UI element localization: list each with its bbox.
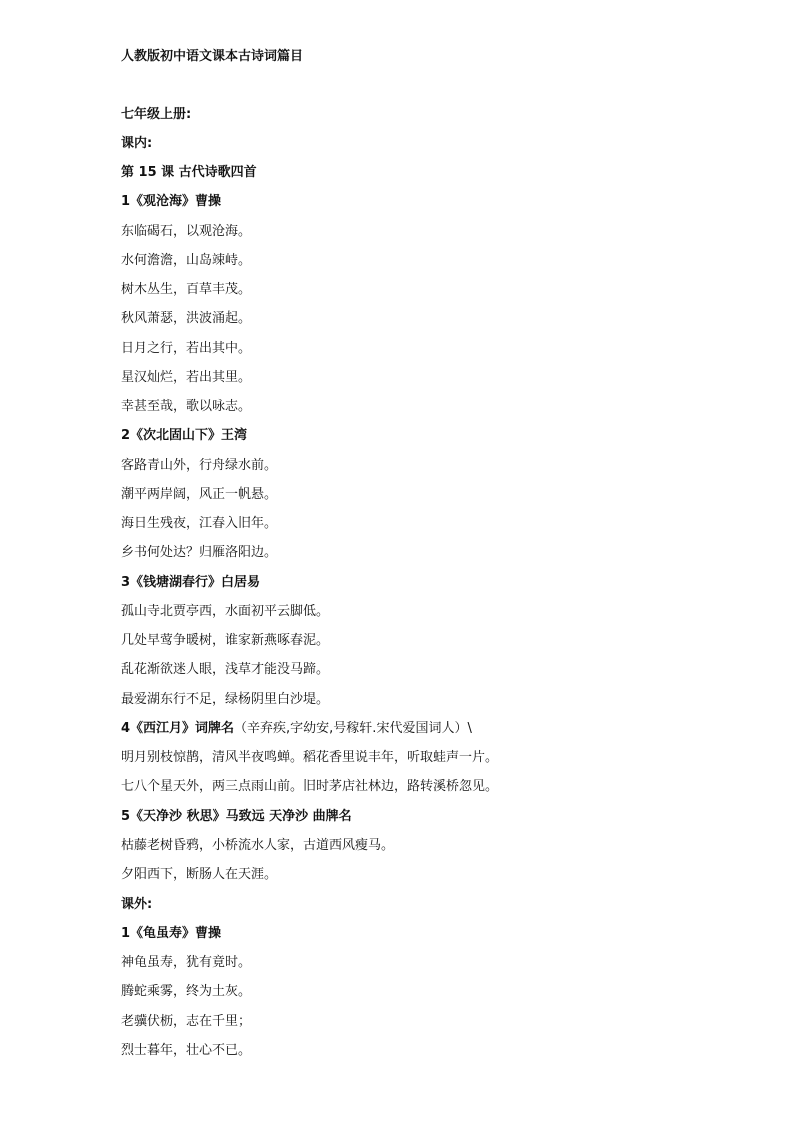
poem-heading: 4《西江月》词牌名 [121, 721, 235, 736]
grade-heading: 七年级上册: [121, 107, 192, 122]
poem-line: 客路青山外，行舟绿水前。 [121, 458, 278, 473]
inside-label: 课内: [121, 136, 153, 151]
poem-line: 秋风萧瑟，洪波涌起。 [121, 311, 252, 326]
poem-heading: 5《天净沙 秋思》马致远 天净沙 曲牌名 [121, 809, 352, 824]
poem-heading: 1《龟虽寿》曹操 [121, 926, 222, 941]
poem-line: 腾蛇乘雾，终为土灰。 [121, 984, 252, 999]
poem-heading: 2《次北固山下》王湾 [121, 428, 248, 443]
poem-line: 乱花渐欲迷人眼，浅草才能没马蹄。 [121, 662, 330, 677]
poem-line: 老骥伏枥，志在千里； [121, 1014, 252, 1029]
poem-line: 海日生残夜，江春入旧年。 [121, 516, 278, 531]
poem-line: 乡书何处达？归雁洛阳边。 [121, 545, 278, 560]
poem-line: 枯藤老树昏鸦，小桥流水人家，古道西风瘦马。 [121, 838, 395, 853]
poem-heading: 3《钱塘湖春行》白居易 [121, 575, 261, 590]
poem-line: 树木丛生，百草丰茂。 [121, 282, 252, 297]
poem-heading-row [121, 721, 472, 737]
poem-line: 最爱湖东行不足，绿杨阴里白沙堤。 [121, 692, 330, 707]
poem-line: 七八个星天外，两三点雨山前。旧时茅店社林边，路转溪桥忽见。 [121, 779, 499, 794]
poem-heading: 1《观沧海》曹操 [121, 194, 222, 209]
poem-line: 烈士暮年，壮心不已。 [121, 1043, 252, 1058]
poem-line: 神龟虽寿，犹有竟时。 [121, 955, 252, 970]
poem-line: 星汉灿烂，若出其里。 [121, 370, 252, 385]
poem-line: 水何澹澹，山岛竦峙。 [121, 253, 252, 268]
poem-line: 潮平两岸阔，风正一帆悬。 [121, 487, 278, 502]
poem-line: 明月别枝惊鹊，清风半夜鸣蝉。稻花香里说丰年，听取蛙声一片。 [121, 750, 499, 765]
outside-label: 课外: [121, 897, 153, 912]
document-title: 人教版初中语文课本古诗词篇目 [121, 49, 304, 64]
poem-line: 幸甚至哉，歌以咏志。 [121, 399, 252, 414]
lesson-heading: 第 15 课 古代诗歌四首 [121, 165, 257, 180]
author-note: （辛弃疾,字幼安,号稼轩.宋代爱国词人）\ [234, 721, 472, 736]
poem-line: 孤山寺北贾亭西，水面初平云脚低。 [121, 604, 330, 619]
poem-line: 日月之行，若出其中。 [121, 341, 252, 356]
poem-line: 夕阳西下，断肠人在天涯。 [121, 867, 278, 882]
poem-line: 几处早莺争暖树，谁家新燕啄春泥。 [121, 633, 330, 648]
poem-line: 东临碣石，以观沧海。 [121, 224, 252, 239]
